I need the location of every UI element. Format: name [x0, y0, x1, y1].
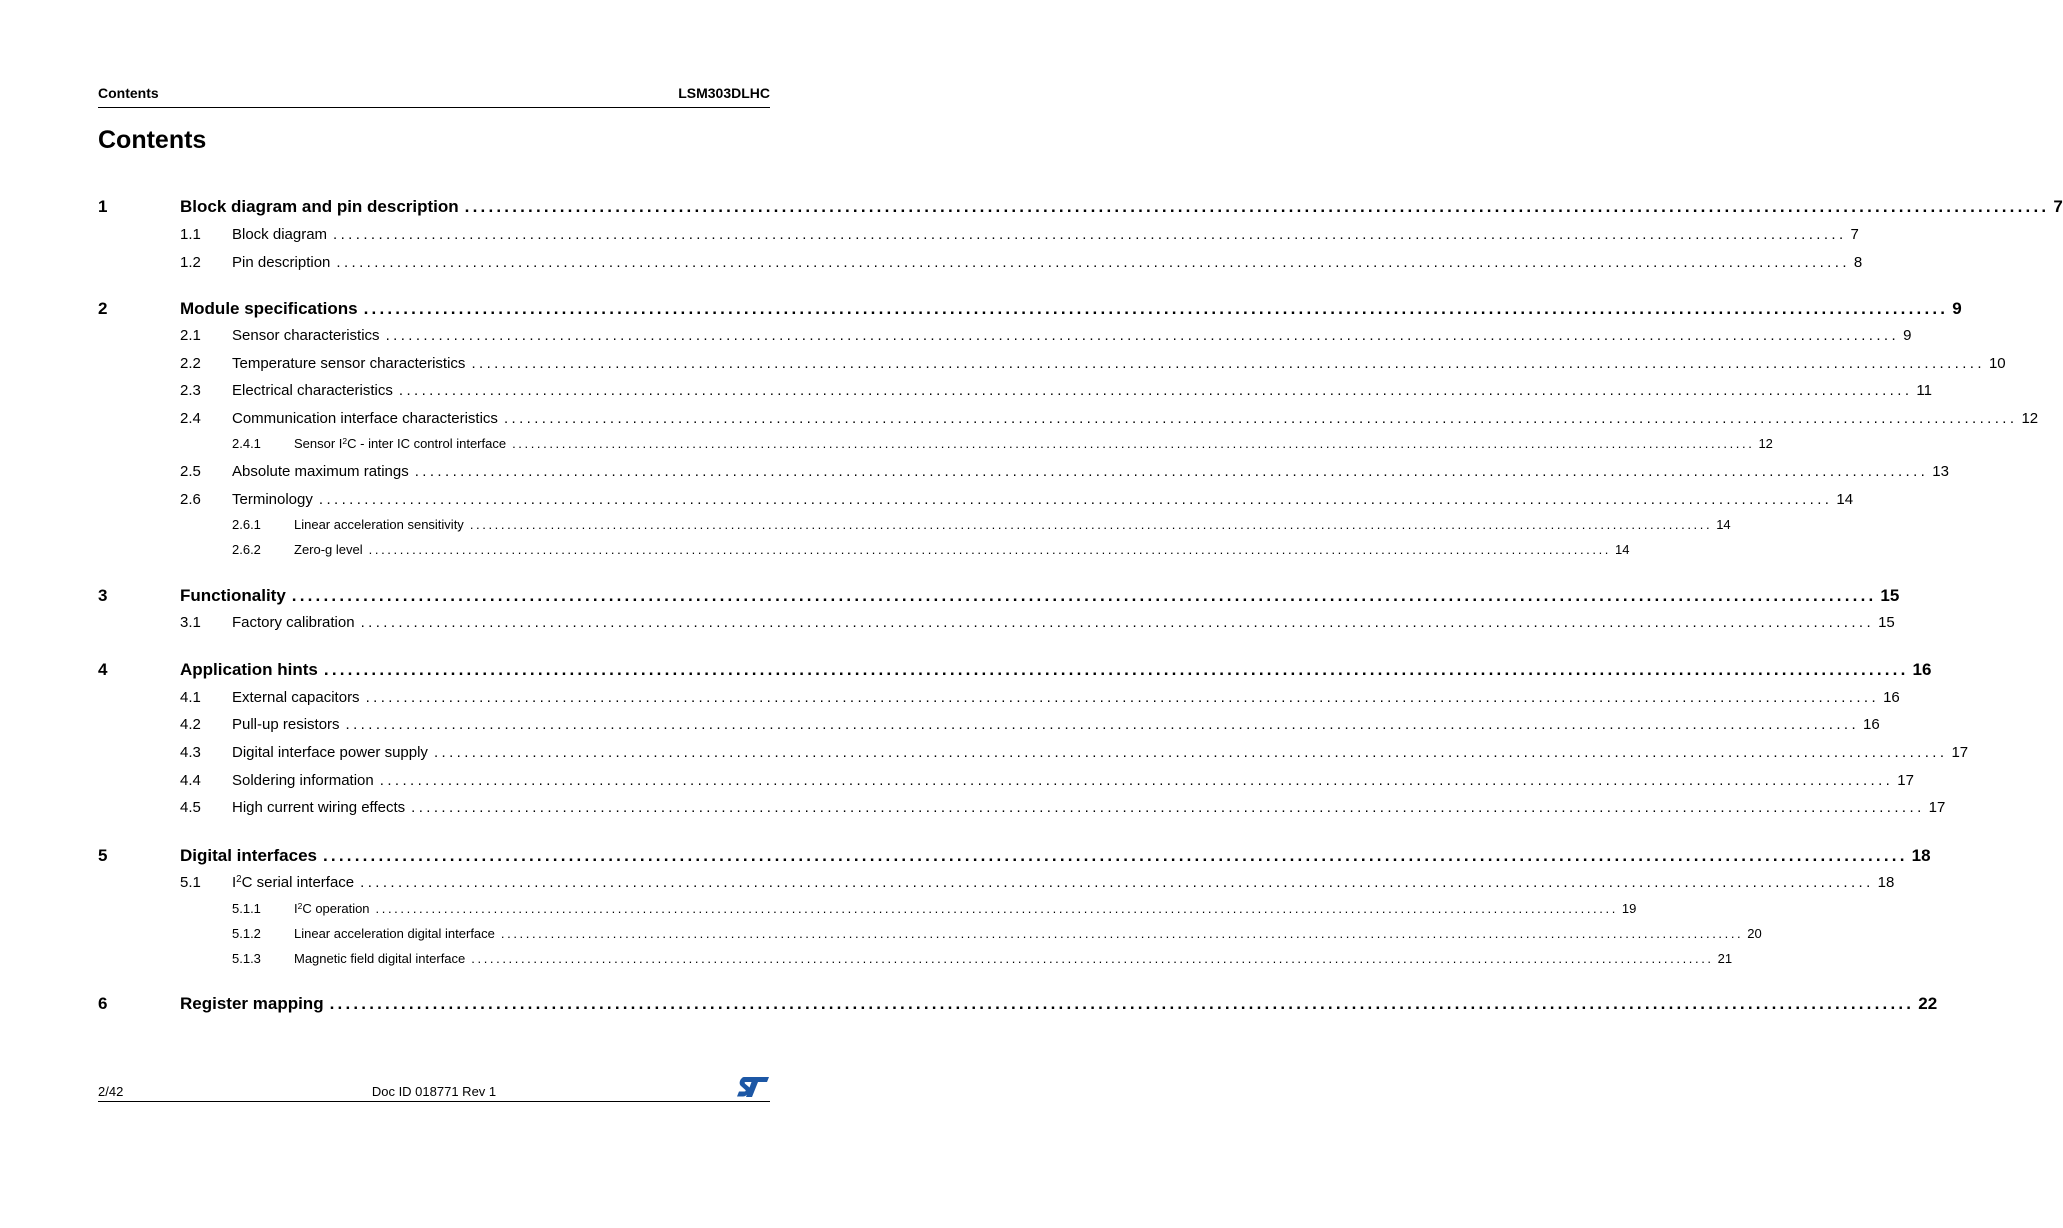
toc-entry-page[interactable]: 14 [1611, 542, 1629, 557]
toc-dot-leader: ........................................................................................................................................................................................................ [336, 254, 1850, 271]
toc-entry-4-3[interactable] [98, 744, 1969, 764]
toc-dot-leader: ........................................................................................................................................................................................................ [500, 926, 1744, 941]
toc-entry-page[interactable]: 18 [1874, 874, 1895, 891]
toc-entry-title-text: Digital interface power supply [232, 744, 428, 761]
toc-dot-leader: ........................................................................................................................................................................................................ [345, 716, 1860, 733]
toc-entry-page[interactable]: 7 [2049, 197, 2062, 217]
toc-entry-superscript: 2 [236, 874, 242, 886]
toc-entry-number: 2 [98, 299, 108, 318]
toc-entry-body [232, 716, 1880, 733]
toc-entry-title[interactable] [232, 689, 366, 706]
toc-entry-3[interactable] [98, 586, 1900, 606]
toc-entry-body [232, 410, 2039, 427]
toc-entry-title-text: Communication interface characteristics [232, 410, 498, 427]
toc-entry-body [232, 772, 1914, 789]
toc-entry-page[interactable]: 13 [1928, 463, 1949, 480]
st-logo-icon [736, 1075, 770, 1099]
toc-entry-title[interactable] [232, 799, 411, 816]
toc-entry-body [294, 900, 1637, 916]
toc-entry-6[interactable] [98, 994, 1938, 1014]
toc-entry-number: 4.5 [180, 799, 201, 816]
toc-dot-leader: ........................................................................................................................................................................................................ [464, 197, 2050, 216]
toc-entry-body [180, 299, 1962, 319]
doc-id: Doc ID 018771 Rev 1 [371, 1084, 497, 1099]
toc-entry-page[interactable]: 7 [1847, 226, 1859, 243]
toc-entry-5[interactable] [98, 846, 1931, 866]
toc-entry-body [294, 542, 1630, 557]
running-header-section: Contents [98, 85, 159, 101]
toc-entry-title[interactable] [232, 716, 346, 733]
toc-dot-leader: ........................................................................................................................................................................................................ [323, 846, 1908, 865]
toc-entry-title[interactable] [294, 542, 369, 557]
toc-entry-1[interactable] [98, 197, 2063, 217]
toc-entry-page[interactable]: 11 [1912, 382, 1932, 399]
toc-entry-title-suffix: C serial interface [241, 874, 355, 891]
toc-entry-2-4-1[interactable] [98, 435, 1773, 456]
toc-entry-number: 2.6.2 [232, 542, 261, 557]
toc-entry-title-text: Application hints [180, 660, 318, 679]
toc-entry-body [294, 951, 1733, 966]
toc-entry-number: 2.2 [180, 355, 201, 372]
toc-dot-leader: ........................................................................................................................................................................................................ [471, 951, 1714, 966]
toc-entry-title[interactable] [294, 951, 471, 966]
toc-entry-title[interactable] [294, 901, 376, 916]
toc-entry-title[interactable] [180, 846, 323, 866]
toc-entry-title-text: Block diagram [232, 226, 328, 243]
toc-entry-page[interactable]: 10 [1985, 355, 2006, 372]
toc-dot-leader: ........................................................................................................................................................................................................ [291, 586, 1877, 605]
toc-entry-title[interactable] [180, 994, 330, 1014]
toc-entry-body [232, 355, 2006, 372]
toc-entry-body [232, 463, 1949, 480]
toc-entry-title-text: Sensor characteristics [232, 327, 380, 344]
toc-entry-number: 2.6.1 [232, 517, 261, 532]
toc-entry-page[interactable]: 17 [1925, 799, 1946, 816]
toc-entry-title[interactable] [232, 410, 504, 427]
toc-dot-leader: ........................................................................................................................................................................................................ [411, 799, 1925, 816]
toc-dot-leader: ........................................................................................................................................................................................................ [512, 436, 1755, 451]
toc-entry-body [180, 846, 1931, 866]
toc-entry-title-text: Absolute maximum ratings [232, 463, 409, 480]
toc-entry-body [232, 382, 1932, 399]
toc-entry-title-text: Sensor I [294, 436, 343, 451]
toc-entry-2-5[interactable] [98, 463, 1949, 483]
toc-entry-title[interactable] [294, 517, 470, 532]
toc-entry-1-1[interactable] [98, 226, 1859, 246]
toc-dot-leader: ........................................................................................................................................................................................................ [329, 994, 1915, 1013]
toc-entry-page[interactable]: 22 [1914, 994, 1937, 1014]
toc-dot-leader: ........................................................................................................................................................................................................ [433, 744, 1948, 761]
toc-entry-5-1-2[interactable] [98, 926, 1762, 946]
toc-entry-2-6[interactable] [98, 491, 1854, 511]
toc-entry-body [232, 744, 1969, 761]
toc-entry-title-text: Soldering information [232, 772, 374, 789]
toc-dot-leader: ........................................................................................................................................................................................................ [414, 463, 1929, 480]
toc-entry-page[interactable]: 21 [1714, 951, 1732, 966]
toc-entry-title-text: Terminology [232, 491, 313, 508]
toc-entry-page[interactable]: 12 [1754, 436, 1772, 451]
toc-entry-page[interactable]: 16 [1859, 716, 1880, 733]
toc-entry-number: 2.4.1 [232, 436, 261, 451]
toc-entry-title-text: Digital interfaces [180, 846, 317, 865]
toc-entry-page[interactable]: 9 [1899, 327, 1911, 344]
toc-entry-title-text: Pull-up resistors [232, 716, 340, 733]
toc-entry-title-text: Linear acceleration digital interface [294, 926, 495, 941]
toc-dot-leader: ........................................................................................................................................................................................................ [360, 614, 1875, 631]
running-header-product: LSM303DLHC [678, 85, 770, 101]
toc-entry-page[interactable]: 19 [1618, 901, 1636, 916]
toc-entry-5-1-1[interactable] [98, 900, 1637, 921]
toc-entry-3-1[interactable] [98, 614, 1895, 634]
toc-entry-2-1[interactable] [98, 327, 1912, 347]
toc-entry-page[interactable]: 14 [1712, 517, 1730, 532]
toc-entry-2-6-2[interactable] [98, 542, 1630, 562]
toc-entry-page[interactable]: 18 [1908, 846, 1931, 866]
toc-entry-title-text: I [294, 901, 298, 916]
toc-entry-title-text: Magnetic field digital interface [294, 951, 466, 966]
toc-entry-number: 3.1 [180, 614, 201, 631]
toc-dot-leader: ........................................................................................................................................................................................................ [360, 874, 1874, 891]
toc-entry-title-text: Linear acceleration sensitivity [294, 517, 464, 532]
toc-entry-title[interactable] [232, 327, 386, 344]
toc-entry-5-1-3[interactable] [98, 951, 1733, 971]
toc-entry-number: 4.1 [180, 689, 201, 706]
toc-entry-title-suffix: C - inter IC control interface [347, 436, 507, 451]
toc-entry-4-2[interactable] [98, 716, 1880, 736]
toc-entry-title[interactable] [180, 660, 324, 680]
toc-dot-leader: ........................................................................................................................................................................................................ [333, 226, 1847, 243]
toc-entry-number: 4 [98, 660, 108, 679]
toc-entry-number: 5 [98, 846, 108, 865]
toc-entry-title-text: Register mapping [180, 994, 324, 1013]
toc-dot-leader: ........................................................................................................................................................................................................ [471, 355, 1985, 372]
toc-entry-page[interactable]: 8 [1850, 254, 1862, 271]
toc-entry-2-3[interactable] [98, 382, 1932, 402]
header-rule [98, 107, 770, 108]
toc-dot-leader: ........................................................................................................................................................................................................ [365, 689, 1880, 706]
toc-dot-leader: ........................................................................................................................................................................................................ [318, 491, 1833, 508]
toc-entry-title-text: Electrical characteristics [232, 382, 393, 399]
toc-entry-body [232, 254, 1863, 271]
toc-entry-number: 2.3 [180, 382, 201, 399]
toc-dot-leader: ........................................................................................................................................................................................................ [503, 410, 2018, 427]
toc-entry-2-6-1[interactable] [98, 517, 1731, 537]
toc-dot-leader: ........................................................................................................................................................................................................ [375, 901, 1618, 916]
toc-entry-2[interactable] [98, 299, 1962, 319]
toc-entry-title-text: Zero-g level [294, 542, 363, 557]
toc-entry-title-suffix: C operation [302, 901, 370, 916]
toc-entry-number: 2.5 [180, 463, 201, 480]
toc-entry-title-text: Pin description [232, 254, 331, 271]
toc-entry-body [232, 491, 1854, 508]
toc-dot-leader: ........................................................................................................................................................................................................ [469, 517, 1713, 532]
toc-dot-leader: ........................................................................................................................................................................................................ [323, 660, 1909, 679]
toc-entry-body [232, 226, 1859, 243]
toc-entry-2-2[interactable] [98, 355, 2006, 375]
toc-entry-page[interactable]: 17 [1893, 772, 1914, 789]
toc-entry-number: 1.1 [180, 226, 201, 243]
toc-entry-number: 5.1 [180, 874, 201, 891]
toc-entry-body [232, 614, 1895, 631]
toc-entry-title-text: Factory calibration [232, 614, 355, 631]
toc-entry-title-text: I [232, 874, 237, 891]
toc-entry-title[interactable] [232, 226, 333, 243]
toc-entry-number: 3 [98, 586, 108, 605]
toc-entry-1-2[interactable] [98, 254, 1863, 274]
toc-dot-leader: ........................................................................................................................................................................................................ [368, 542, 1612, 557]
toc-entry-title[interactable] [294, 926, 501, 941]
toc-entry-number: 5.1.3 [232, 951, 261, 966]
toc-entry-body [294, 435, 1773, 451]
toc-entry-number: 4.3 [180, 744, 201, 761]
toc-entry-4-4[interactable] [98, 772, 1914, 792]
toc-entry-page[interactable]: 14 [1832, 491, 1853, 508]
toc-entry-title-text: Functionality [180, 586, 286, 605]
toc-entry-number: 2.6 [180, 491, 201, 508]
toc-entry-title[interactable] [232, 355, 471, 372]
toc-entry-title[interactable] [232, 874, 360, 891]
toc-entry-page[interactable]: 16 [1879, 689, 1900, 706]
toc-entry-page[interactable]: 20 [1743, 926, 1761, 941]
toc-entry-4-5[interactable] [98, 799, 1946, 819]
toc-entry-number: 5.1.1 [232, 901, 261, 916]
toc-entry-title[interactable] [232, 744, 434, 761]
toc-entry-number: 2.1 [180, 327, 201, 344]
toc-entry-number: 1 [98, 197, 108, 216]
toc-entry-title-text: Module specifications [180, 299, 358, 318]
toc-entry-4-1[interactable] [98, 689, 1900, 709]
toc-entry-title[interactable] [180, 299, 364, 319]
toc-entry-title-text: Temperature sensor characteristics [232, 355, 466, 372]
toc-entry-page[interactable]: 15 [1876, 586, 1899, 606]
toc-entry-4[interactable] [98, 660, 1932, 680]
toc-entry-page[interactable]: 17 [1947, 744, 1968, 761]
toc-entry-number: 2.4 [180, 410, 201, 427]
toc-entry-2-4[interactable] [98, 410, 2039, 430]
toc-entry-number: 1.2 [180, 254, 201, 271]
toc-entry-title[interactable] [232, 382, 399, 399]
page-number: 2/42 [98, 1084, 124, 1099]
toc-entry-number: 4.2 [180, 716, 201, 733]
toc-entry-superscript: 2 [342, 435, 348, 446]
toc-entry-title[interactable] [294, 436, 512, 451]
toc-entry-title[interactable] [180, 586, 292, 606]
toc-dot-leader: ........................................................................................................................................................................................................ [379, 772, 1894, 789]
toc-dot-leader: ........................................................................................................................................................................................................ [398, 382, 1913, 399]
toc-dot-leader: ........................................................................................................................................................................................................ [363, 299, 1949, 318]
toc-entry-superscript: 2 [297, 900, 303, 911]
footer-rule [98, 1101, 770, 1102]
toc-entry-page[interactable]: 16 [1909, 660, 1932, 680]
toc-entry-body [294, 517, 1731, 532]
toc-entry-number: 4.4 [180, 772, 201, 789]
toc-entry-page[interactable]: 12 [2017, 410, 2038, 427]
toc-entry-title[interactable] [232, 463, 415, 480]
toc-entry-body [180, 197, 2063, 217]
toc-entry-title[interactable] [232, 614, 361, 631]
toc-entry-number: 6 [98, 994, 108, 1013]
toc-entry-title[interactable] [232, 772, 380, 789]
toc-entry-title-text: High current wiring effects [232, 799, 406, 816]
toc-entry-title-text: External capacitors [232, 689, 360, 706]
toc-entry-body [232, 327, 1912, 344]
toc-dot-leader: ........................................................................................................................................................................................................ [385, 327, 1900, 344]
toc-entry-page[interactable]: 15 [1874, 614, 1895, 631]
toc-entry-page[interactable]: 9 [1948, 299, 1961, 319]
toc-entry-body [232, 874, 1895, 891]
toc-entry-title[interactable] [232, 254, 336, 271]
toc-entry-title[interactable] [180, 197, 465, 217]
toc-entry-body [180, 994, 1938, 1014]
toc-entry-body [180, 586, 1900, 606]
toc-entry-5-1[interactable] [98, 874, 1895, 894]
toc-entry-body [180, 660, 1932, 680]
toc-entry-number: 5.1.2 [232, 926, 261, 941]
toc-entry-body [232, 799, 1946, 816]
toc-entry-body [294, 926, 1762, 941]
toc-entry-title[interactable] [232, 491, 319, 508]
page-title: Contents [98, 126, 207, 154]
toc-entry-body [232, 689, 1900, 706]
toc-entry-title-text: Block diagram and pin description [180, 197, 459, 216]
